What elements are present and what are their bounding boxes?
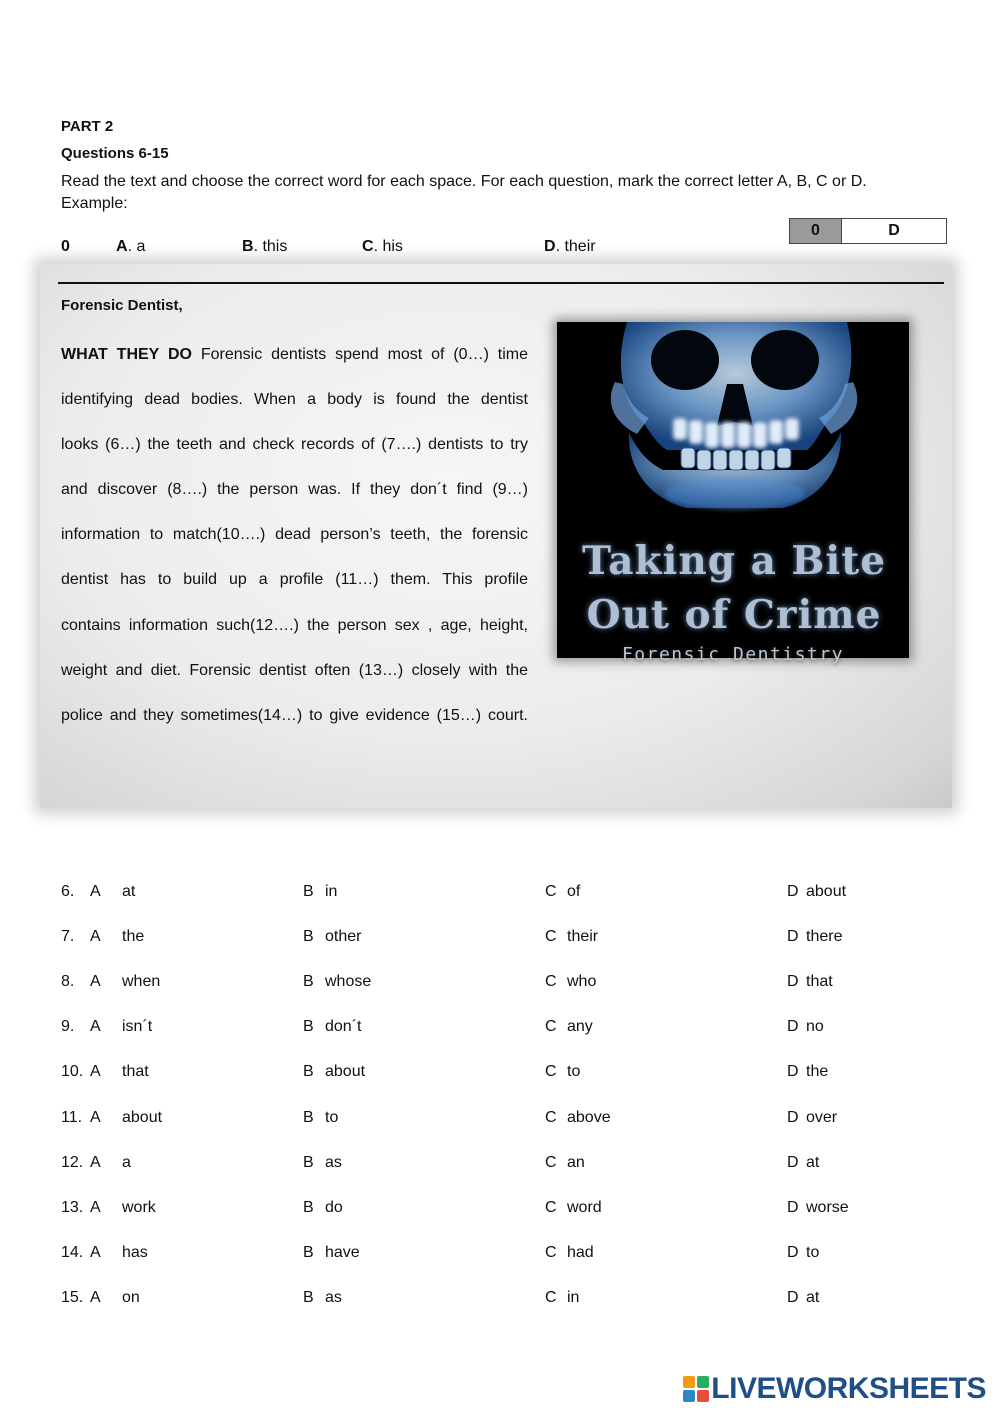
option-letter-d: D	[787, 973, 799, 991]
option-letter-d: D	[787, 1063, 799, 1081]
option-c-text: in	[567, 1288, 580, 1306]
question-row	[0, 1289, 1000, 1311]
option-letter-b: B	[303, 1288, 314, 1306]
option-c-text: any	[567, 1018, 593, 1036]
question-row	[0, 883, 1000, 905]
example-option-c	[362, 238, 403, 256]
option-letter: D	[544, 238, 556, 255]
passage-line: police and they sometimes(14…) to give evidence (15…) court.	[61, 706, 528, 724]
passage-text	[61, 332, 528, 738]
option-letter-c: C	[545, 1018, 557, 1036]
option-b-text: as	[325, 1153, 342, 1171]
option-b-text: other	[325, 928, 362, 946]
option-letter-b: B	[303, 1018, 314, 1036]
question-row	[0, 1063, 1000, 1085]
option-text: . his	[373, 238, 403, 255]
option-letter-c: C	[545, 1288, 557, 1306]
option-a-text: on	[122, 1288, 140, 1306]
question-row	[0, 1109, 1000, 1131]
liveworksheets-logo	[683, 1372, 986, 1406]
option-letter-a: A	[90, 1018, 101, 1036]
example-answer-number: 0	[790, 219, 842, 243]
question-row	[0, 1154, 1000, 1176]
question-number: 11.	[61, 1108, 83, 1126]
option-d-text: at	[806, 1153, 820, 1171]
option-a-text: a	[122, 1153, 131, 1171]
option-letter-c: C	[545, 1198, 557, 1216]
question-number: 12.	[61, 1153, 84, 1171]
example-answer-letter: D	[888, 222, 900, 239]
option-d-text: no	[806, 1018, 824, 1036]
option-letter-b: B	[303, 1243, 314, 1261]
question-number: 15.	[61, 1288, 84, 1306]
option-text: . this	[253, 238, 288, 255]
option-letter-b: B	[303, 1108, 314, 1126]
option-text: . a	[127, 238, 146, 255]
option-letter-b: B	[303, 973, 314, 991]
option-b-text: about	[325, 1063, 366, 1081]
part-heading: PART 2	[61, 118, 114, 135]
option-a-text: when	[122, 973, 161, 991]
passage-line: dentist has to build up a profile (11…) them. This profile	[61, 571, 528, 589]
logo-icon	[683, 1376, 709, 1402]
option-c-text: to	[567, 1063, 581, 1081]
option-a-text: work	[122, 1198, 156, 1216]
option-letter-c: C	[545, 1243, 557, 1261]
questions-heading: Questions 6-15	[61, 145, 169, 162]
option-letter-c: C	[545, 883, 557, 900]
option-b-text: to	[325, 1108, 339, 1126]
option-letter-a: A	[90, 928, 101, 946]
passage-line: looks (6…) the teeth and check records of (7….) dentists to try	[61, 436, 528, 454]
option-letter-b: B	[303, 1063, 314, 1081]
question-row	[0, 928, 1000, 950]
option-letter-b: B	[303, 883, 314, 900]
question-number: 6.	[61, 883, 75, 900]
question-row	[0, 973, 1000, 995]
option-d-text: about	[806, 883, 847, 900]
question-number: 10.	[61, 1063, 84, 1081]
passage-lead: WHAT THEY DO	[61, 346, 192, 363]
option-letter-a: A	[90, 883, 101, 900]
poster-title-line1: Taking a Bite	[581, 538, 887, 584]
option-a-text: isn´t	[122, 1018, 153, 1036]
poster-title-line2: Out of Crime	[586, 592, 882, 638]
option-letter-c: C	[545, 1063, 557, 1081]
option-letter-a: A	[90, 973, 101, 991]
option-d-text: at	[806, 1288, 820, 1306]
option-letter-b: B	[303, 1198, 314, 1216]
passage-line: weight and diet. Forensic dentist often (13…) closely with the	[61, 661, 528, 679]
option-a-text: at	[122, 883, 136, 900]
passage-line: information to match(10….) dead person’s teeth, the forensic	[61, 526, 528, 544]
option-a-text: that	[122, 1063, 149, 1081]
option-letter-c: C	[545, 973, 557, 991]
option-letter-c: C	[545, 1153, 557, 1171]
question-number: 14.	[61, 1243, 84, 1261]
question-number: 7.	[61, 928, 75, 946]
option-d-text: worse	[806, 1198, 849, 1216]
poster-subtitle: Forensic Dentistry	[621, 644, 845, 665]
option-letter-c: C	[545, 928, 557, 946]
option-letter-b: B	[303, 1153, 314, 1171]
example-option-b	[242, 238, 287, 256]
passage-line: WHAT THEY DO Forensic dentists spend most of (0…) time	[61, 346, 529, 363]
option-c-text: their	[567, 928, 599, 946]
question-number: 9.	[61, 1018, 75, 1036]
option-a-text: about	[122, 1108, 163, 1126]
option-letter: B	[242, 238, 254, 255]
option-letter-a: A	[90, 1288, 101, 1306]
instructions	[61, 171, 941, 215]
option-d-text: to	[806, 1243, 820, 1261]
option-letter-a: A	[90, 1153, 101, 1171]
option-c-text: of	[567, 883, 581, 900]
option-d-text: that	[806, 973, 833, 991]
passage-title: Forensic Dentist,	[61, 297, 183, 314]
option-d-text: over	[806, 1108, 838, 1126]
option-c-text: an	[567, 1153, 585, 1171]
passage-line: and discover (8….) the person was. If they don´t find (9…)	[61, 481, 528, 499]
option-c-text: who	[567, 973, 597, 991]
option-b-text: in	[325, 883, 338, 900]
option-d-text: there	[806, 928, 843, 946]
option-letter-d: D	[787, 928, 799, 946]
option-letter-d: D	[787, 1018, 799, 1036]
instruction-text: Read the text and choose the correct word for each space. For each question, mark the correct letter A, B, C or D.	[61, 173, 867, 190]
option-text: . their	[555, 238, 596, 255]
example-option-a	[116, 238, 145, 256]
option-letter-a: A	[90, 1198, 101, 1216]
example-option-d	[544, 238, 596, 256]
option-b-text: whose	[325, 973, 372, 991]
logo-text: LIVEWORKSHEETS	[711, 1372, 986, 1405]
option-c-text: word	[567, 1198, 602, 1216]
question-row	[0, 1199, 1000, 1221]
option-letter-d: D	[787, 1243, 799, 1261]
option-d-text: the	[806, 1063, 829, 1081]
question-number: 13.	[61, 1198, 84, 1216]
question-row	[0, 1244, 1000, 1266]
option-b-text: don´t	[325, 1018, 362, 1036]
option-letter-d: D	[787, 883, 799, 900]
panel-divider	[58, 282, 944, 284]
example-label: Example:	[61, 195, 128, 212]
option-letter: A	[116, 238, 128, 255]
option-letter: C	[362, 238, 374, 255]
option-c-text: had	[567, 1243, 594, 1261]
option-a-text: the	[122, 928, 145, 946]
option-letter-a: A	[90, 1108, 101, 1126]
forensic-poster-image	[557, 322, 909, 665]
option-c-text: above	[567, 1108, 611, 1126]
passage-line: contains information such(12….) the person sex , age, height,	[61, 616, 528, 634]
example-number: 0	[61, 238, 70, 255]
example-answer-box	[789, 218, 947, 244]
option-letter-d: D	[787, 1108, 799, 1126]
option-letter-d: D	[787, 1153, 799, 1171]
option-letter-b: B	[303, 928, 314, 946]
option-letter-a: A	[90, 1063, 101, 1081]
option-a-text: has	[122, 1243, 148, 1261]
option-b-text: do	[325, 1198, 343, 1216]
option-letter-d: D	[787, 1288, 799, 1306]
option-letter-a: A	[90, 1243, 101, 1261]
passage-line: identifying dead bodies. When a body is found the dentist	[61, 391, 528, 409]
option-letter-c: C	[545, 1108, 557, 1126]
question-number: 8.	[61, 973, 75, 991]
question-row	[0, 1018, 1000, 1040]
option-b-text: as	[325, 1288, 342, 1306]
option-b-text: have	[325, 1243, 360, 1261]
option-letter-d: D	[787, 1198, 799, 1216]
